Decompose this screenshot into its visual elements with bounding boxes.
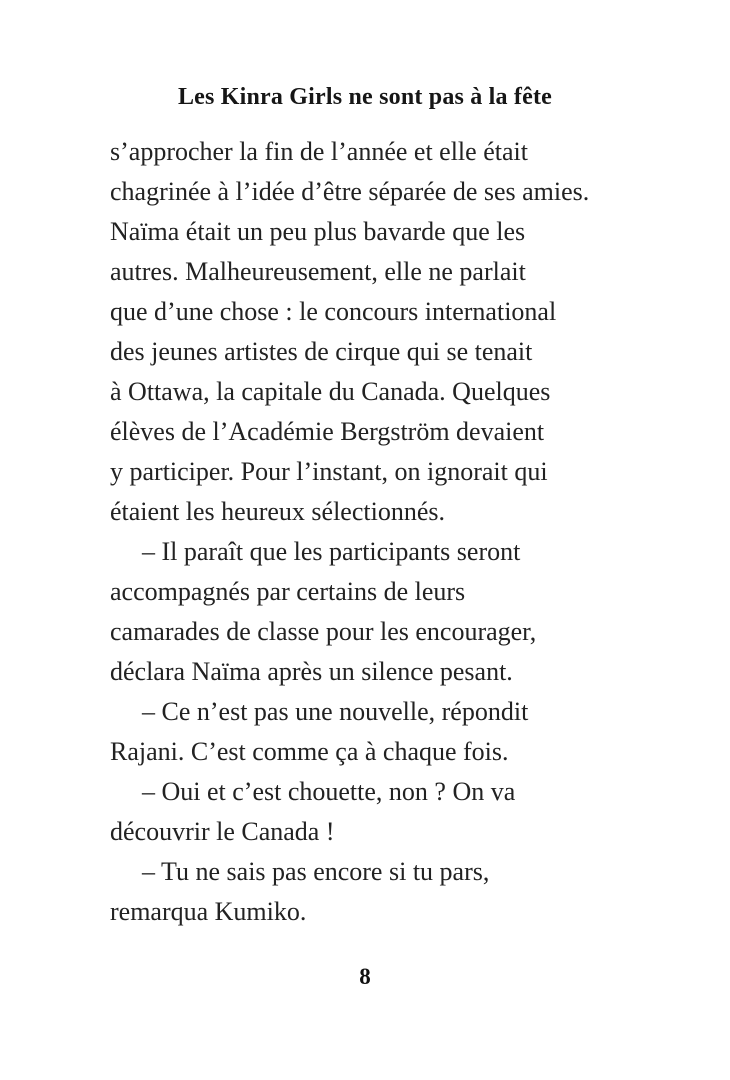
text-line: à Ottawa, la capitale du Canada. Quelques xyxy=(110,377,551,406)
text-line: autres. Malheureusement, elle ne parlait xyxy=(110,257,526,286)
text-line: – Il paraît que les participants seront xyxy=(142,537,521,566)
text-line: élèves de l’Académie Bergström devaient xyxy=(110,417,545,446)
text-line: chagrinée à l’idée d’être séparée de ses amies. xyxy=(110,177,590,206)
text-line: Rajani. C’est comme ça à chaque fois. xyxy=(110,737,509,766)
page-number: 8 xyxy=(359,964,371,989)
text-line: – Oui et c’est chouette, non ? On va xyxy=(142,777,516,806)
text-line: – Tu ne sais pas encore si tu pars, xyxy=(142,857,490,886)
text-line: accompagnés par certains de leurs xyxy=(110,577,466,606)
text-line: des jeunes artistes de cirque qui se tenait xyxy=(110,337,533,366)
text-line: s’approcher la fin de l’année et elle était xyxy=(110,137,528,166)
text-line: étaient les heureux sélectionnés. xyxy=(110,497,445,526)
text-line: Naïma était un peu plus bavarde que les xyxy=(110,217,526,246)
text-line: – Ce n’est pas une nouvelle, répondit xyxy=(142,697,529,726)
text-line: que d’une chose : le concours international xyxy=(110,297,557,326)
text-line: camarades de classe pour les encourager, xyxy=(110,617,537,646)
text-line: découvrir le Canada ! xyxy=(110,817,335,846)
text-line: déclara Naïma après un silence pesant. xyxy=(110,657,513,686)
body-text xyxy=(110,132,655,932)
text-line: remarqua Kumiko. xyxy=(110,897,307,926)
text-line: y participer. Pour l’instant, on ignorait qui xyxy=(110,457,548,486)
running-header: Les Kinra Girls ne sont pas à la fête xyxy=(177,84,553,110)
